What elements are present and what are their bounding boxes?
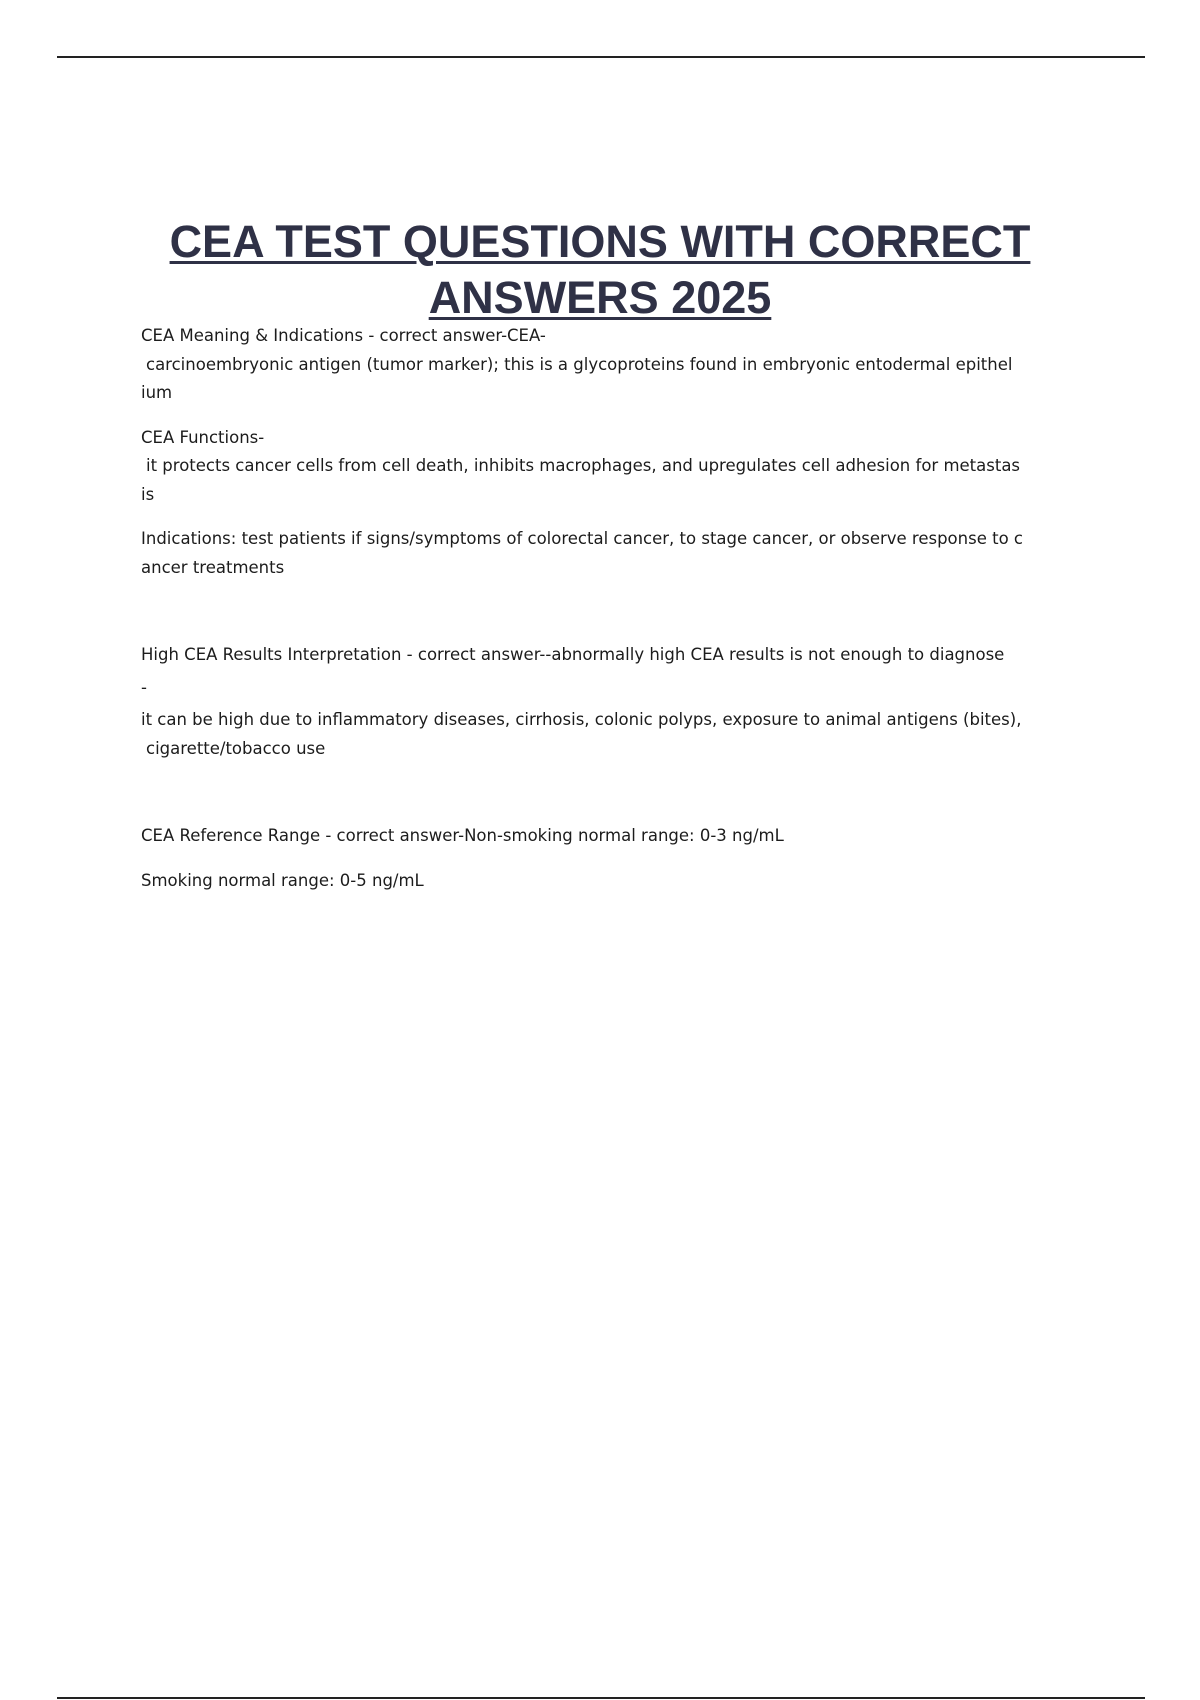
high-results-block bbox=[141, 641, 1061, 763]
functions-heading: CEA Functions- bbox=[141, 427, 265, 447]
top-divider bbox=[57, 56, 1145, 58]
title-line-1: CEA TEST QUESTIONS WITH CORRECT bbox=[169, 216, 1031, 267]
smoking-range-block bbox=[141, 867, 1061, 896]
smoking-range-line: Smoking normal range: 0-5 ng/mL bbox=[141, 870, 424, 890]
document-body bbox=[141, 322, 1061, 895]
title-line-2: ANSWERS 2025 bbox=[428, 272, 772, 323]
indications-line-1: Indications: test patients if signs/symptoms of colorectal cancer, to stage cancer, or observe response to c bbox=[141, 529, 1023, 548]
meaning-answer-line-2: ium bbox=[141, 383, 173, 402]
reference-range-block bbox=[141, 822, 1061, 851]
indications-block bbox=[141, 525, 1061, 582]
reference-range-line: CEA Reference Range - correct answer-Non-smoking normal range: 0-3 ng/mL bbox=[141, 826, 784, 845]
high-results-line-1: it can be high due to inflammatory diseases, cirrhosis, colonic polyps, exposure to animal antigens (bites), bbox=[141, 710, 1022, 729]
indications-line-2: ancer treatments bbox=[141, 557, 285, 577]
high-results-dash: - bbox=[141, 677, 147, 697]
functions-block bbox=[141, 424, 1061, 510]
high-results-question: High CEA Results Interpretation - correct answer--abnormally high CEA results is not enough to diagnose bbox=[141, 645, 1005, 664]
document-title bbox=[140, 214, 1060, 326]
high-results-line-2: cigarette/tobacco use bbox=[146, 738, 326, 758]
meaning-answer-line-1: carcinoembryonic antigen (tumor marker); this is a glycoproteins found in embryonic entodermal epithel bbox=[146, 354, 1013, 374]
meaning-block bbox=[141, 322, 1061, 408]
functions-line-1: it protects cancer cells from cell death, inhibits macrophages, and upregulates cell adhesion for metastas bbox=[146, 456, 1021, 475]
functions-line-2: is bbox=[141, 484, 155, 504]
bottom-divider bbox=[57, 1697, 1145, 1699]
meaning-question: CEA Meaning & Indications - correct answer-CEA- bbox=[141, 326, 546, 345]
